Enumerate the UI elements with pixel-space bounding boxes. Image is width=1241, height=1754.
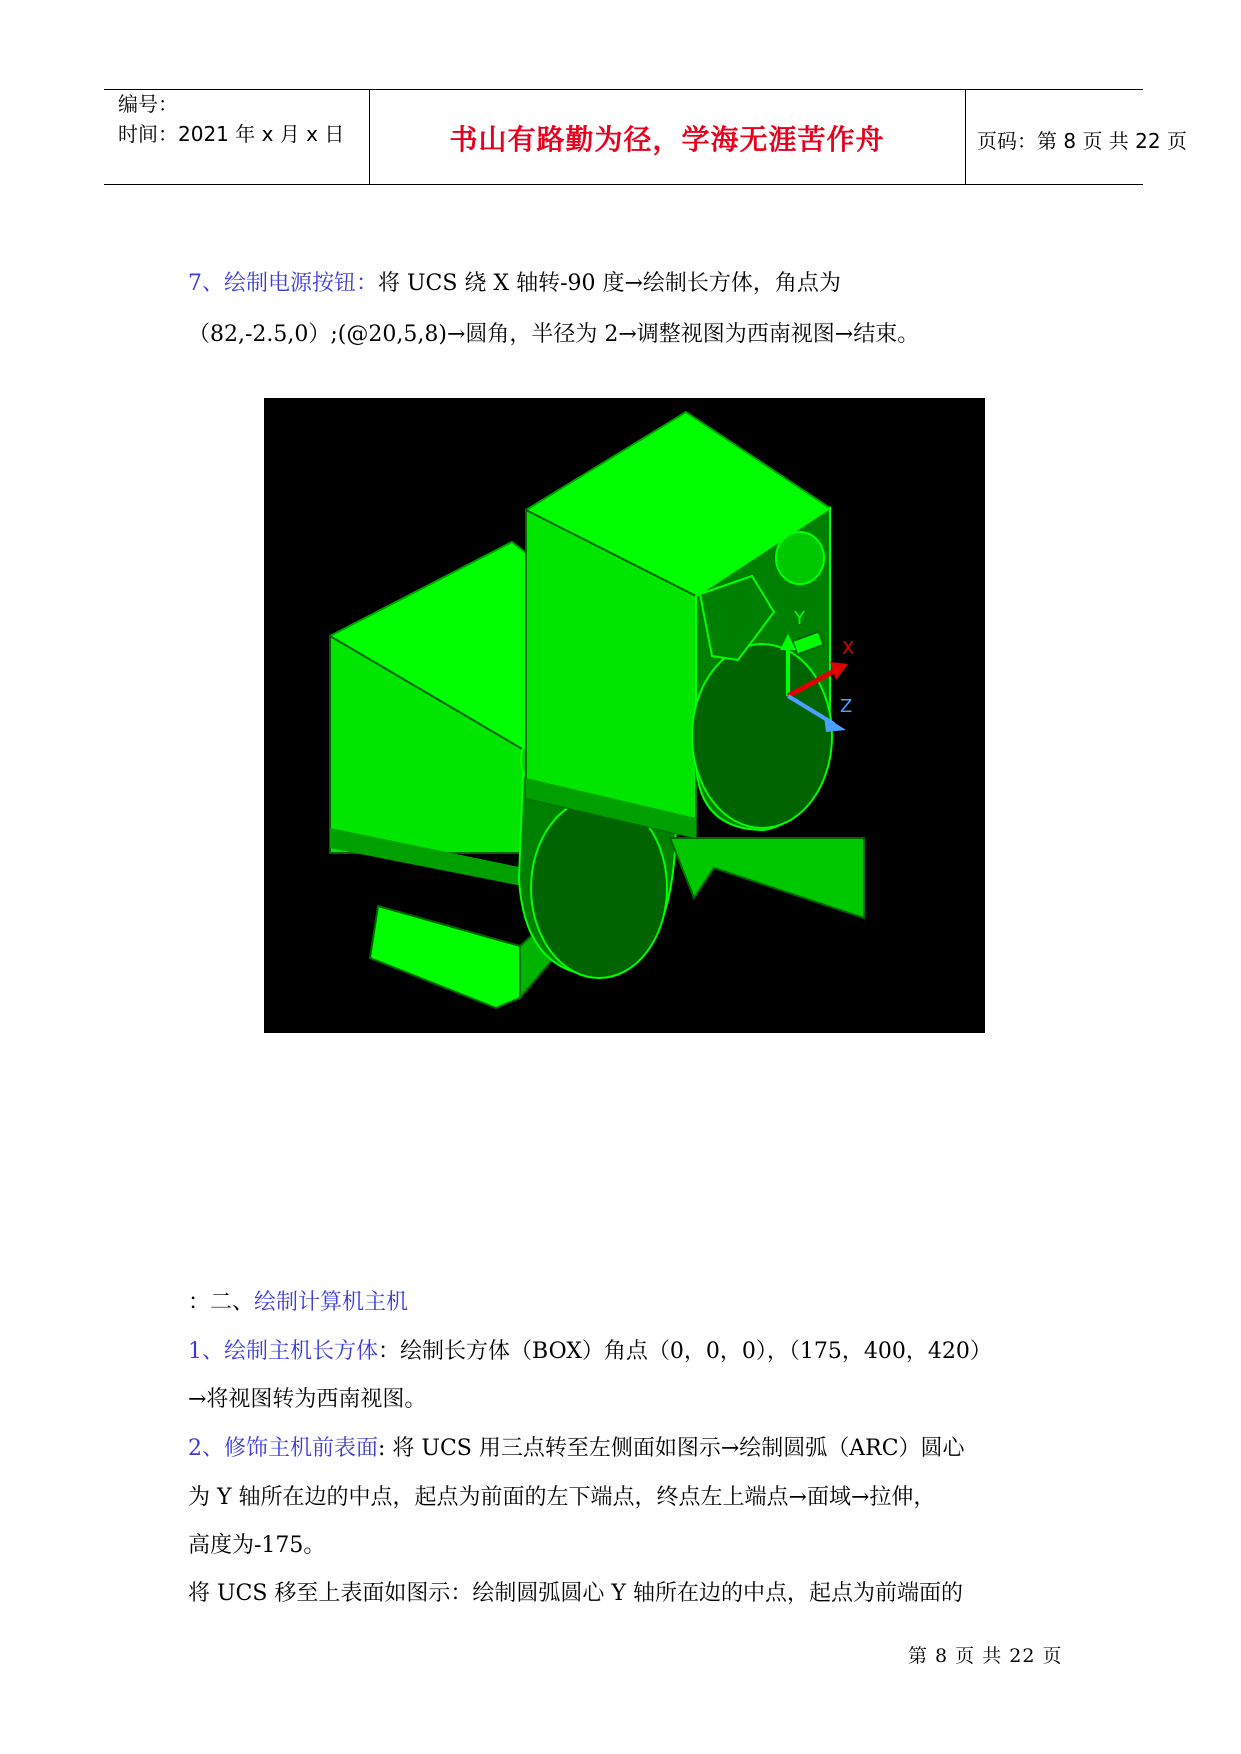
step1-line1 [188, 1337, 1088, 1367]
header-number-label: 编号： [118, 92, 178, 116]
step2-text1: : 将 UCS 用三点转至左侧面如图示→绘制圆弧（ARC）圆心 [378, 1436, 965, 1461]
ucs-y-label: Y [794, 608, 805, 629]
step7-heading: 7、绘制电源按钮： [188, 271, 378, 296]
step2-line3: 高度为-175。 [188, 1533, 326, 1558]
step7-text1: 将 UCS 绕 X 轴转-90 度→绘制长方体，角点为 [378, 271, 841, 296]
step2-line2: 为 Y 轴所在边的中点，起点为前面的左下端点，终点左上端点→面域→拉伸， [188, 1485, 936, 1510]
right-speaker-woofer [692, 644, 832, 828]
step1-heading: 1、绘制主机长方体 [188, 1339, 378, 1364]
page-footer: 第 8 页 共 22 页 [908, 1645, 1063, 1667]
ucs-z-label: Z [840, 696, 853, 717]
section2-heading: 绘制计算机主机 [254, 1290, 409, 1315]
header-right-cell [965, 90, 1187, 184]
step7-line1 [188, 269, 1088, 299]
section2-heading-line [188, 1288, 1088, 1318]
step2-line4: 将 UCS 移至上表面如图示：绘制圆弧圆心 Y 轴所在边的中点，起点为前端面的 [188, 1581, 963, 1606]
right-speaker-base [670, 838, 864, 918]
section2-prefix: ：二、 [188, 1290, 255, 1315]
left-speaker-base [370, 906, 520, 1008]
header-left-cell [104, 90, 370, 184]
speakers-illustration [264, 398, 985, 1033]
cad-render-figure [264, 398, 985, 1033]
header-time-label: 时间：2021 年 x 月 x 日 [118, 122, 345, 146]
ucs-x-label: X [842, 638, 855, 659]
step7-line2: （82,-2.5,0）;(@20,5,8)→圆角，半径为 2→调整视图为西南视图→结束。 [188, 322, 920, 347]
header-page-info: 页码：第 8 页 共 22 页 [977, 129, 1187, 153]
step2-line1 [188, 1434, 1088, 1464]
header-motto: 书山有路勤为径，学海无涯苦作舟 [449, 123, 885, 156]
right-speaker-tweeter [776, 532, 824, 584]
ucs-z-arrow-icon [824, 716, 846, 732]
step1-line2: →将视图转为西南视图。 [188, 1387, 427, 1412]
step1-text1: ：绘制长方体（BOX）角点（0，0，0），（175，400，420） [378, 1339, 992, 1364]
step2-heading: 2、修饰主机前表面 [188, 1436, 378, 1461]
page-header [104, 89, 1187, 185]
header-middle-cell [369, 90, 966, 184]
